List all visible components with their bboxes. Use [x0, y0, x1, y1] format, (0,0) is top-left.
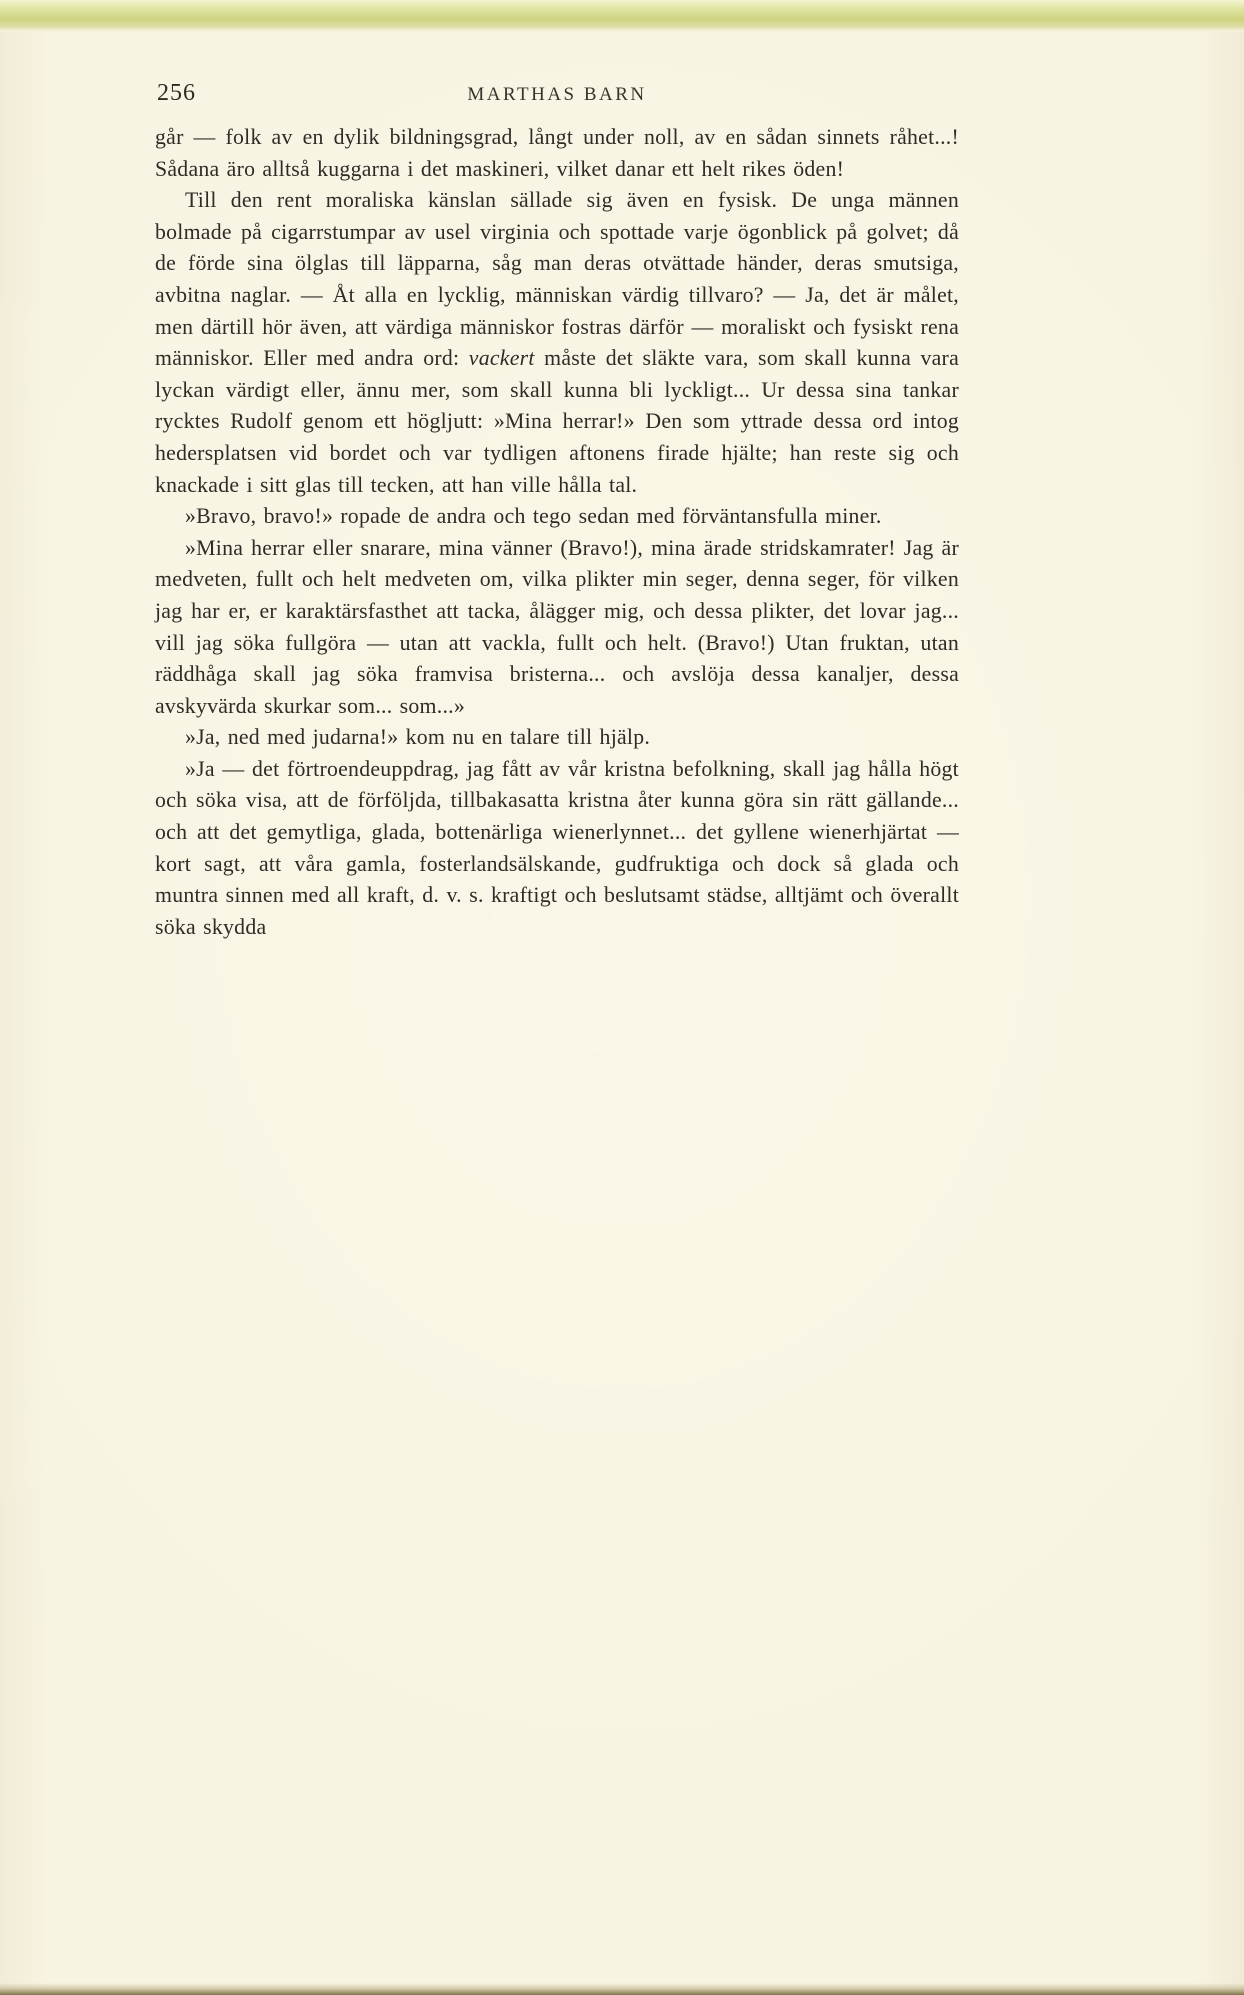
paragraph-6-text: »Ja — det förtroendeuppdrag, jag fått av vår kristna befolkning, skall jag hålla högt och söka visa, att de förföljda, tillbakasatta kristna åter kunna göra sin rätt gällande... och att det gemytliga, glada, bottenärliga wienerlynnet... det gyllene wienerhjärtat — kort sagt, att våra gamla, fosterlandsälskande, gudfruktiga och dock så glada och muntra sinnen med all kraft, d. v. s. kraftigt och beslutsamt städse, alltjämt och överallt söka skydda: [155, 756, 959, 939]
paragraph-1-text: går — folk av en dylik bildningsgrad, långt under noll, av en sådan sinnets råhet...! Sådana äro alltså kuggarna i det maskineri, vilket danar ett helt rikes öden!: [155, 125, 959, 181]
paragraph-6: [155, 754, 959, 944]
running-title: MARTHAS BARN: [467, 84, 647, 105]
paragraph-4-text: »Mina herrar eller snarare, mina vänner (Bravo!), mina ärade stridskamrater! Jag är medveten, fullt och helt medveten om, vilka plikter min seger, denna seger, för vilken jag har er, er karaktärsfasthet att tacka, ålägger mig, och dessa plikter, det lovar jag... vill jag söka fullgöra — utan att vackla, fullt och helt. (Bravo!) Utan fruktan, utan räddhåga skall jag söka framvisa bristerna... och avslöja dessa kanaljer, dessa avskyvärda skurkar som... som...»: [155, 535, 959, 718]
page-content: [155, 80, 959, 943]
paragraph-3: [155, 501, 959, 533]
page-body: [155, 122, 959, 943]
italic-word: vackert: [468, 346, 535, 371]
paragraph-5-text: »Ja, ned med judarna!» kom nu en talare till hjälp.: [185, 725, 651, 750]
paragraph-3-text: »Bravo, bravo!» ropade de andra och tego sedan med förväntansfulla miner.: [185, 504, 882, 529]
paragraph-2-text-pre: Till den rent moraliska känslan sällade sig även en fysisk. De unga männen bolmade på cigarrstumpar av usel virginia och spottade varje ögonblick på golvet; då de förde sina ölglas till läpparna, såg man deras otvättade händer, deras smutsiga, avbitna naglar. — Åt alla en lycklig, människan värdig tillvaro? — Ja, det är målet, men därtill hör även, att värdiga människor fostras därför — moraliskt och fysiskt rena människor. Eller med andra ord:: [155, 188, 959, 371]
paragraph-2-text-post: måste det släkte vara, som skall kunna vara lyckan värdigt eller, ännu mer, som skall kunna bli lyckligt... Ur dessa sina tankar rycktes Rudolf genom ett högljutt: »Mina herrar!» Den som yttrade dessa ord intog hedersplatsen vid bordet och var tydligen aftonens firade hjälte; han reste sig och knackade i sitt glas till tecken, att han ville hålla tal.: [155, 346, 959, 497]
page-header: [155, 80, 959, 116]
paragraph-4: [155, 533, 959, 723]
scan-bottom-edge: [0, 1983, 1244, 1995]
paragraph-2: [155, 185, 959, 501]
scan-top-edge: [0, 0, 1244, 32]
paragraph-5: [155, 722, 959, 754]
page-number: 256: [157, 80, 196, 106]
paragraph-1: [155, 122, 959, 185]
